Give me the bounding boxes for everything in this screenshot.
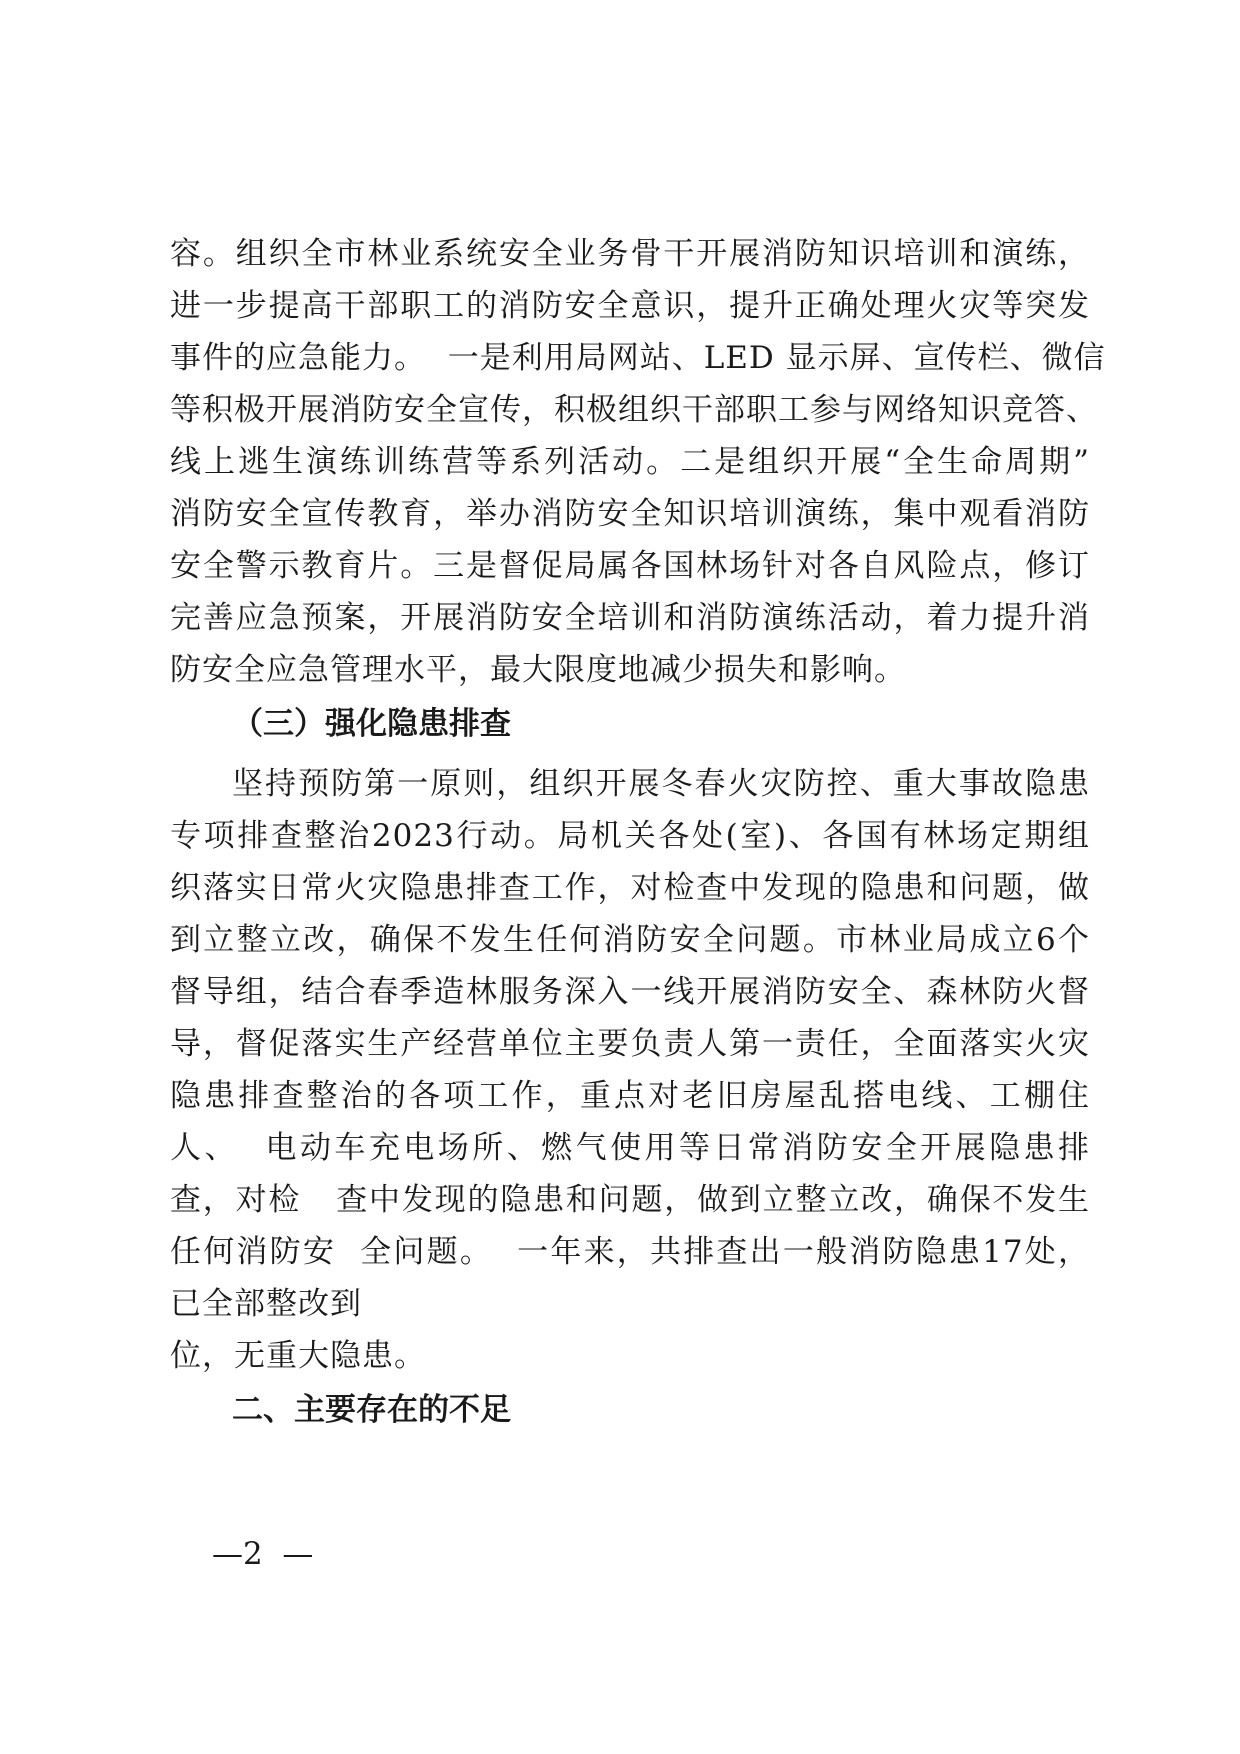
page-number: —2 — bbox=[212, 1536, 314, 1572]
paragraph-line: 容。组织全市林业系统安全业务骨干开展消防知识培训和演练， bbox=[170, 236, 1090, 272]
paragraph-line: 完善应急预案，开展消防安全培训和消防演练活动，着力提升消 bbox=[170, 600, 1090, 636]
document-body bbox=[170, 228, 1106, 1448]
paragraph-line: 织落实日常火灾隐患排查工作，对检查中发现的隐患和问题，做 bbox=[170, 870, 1090, 906]
paragraph-line: 坚持预防第一原则，组织开展冬春火灾防控、重大事故隐患 bbox=[232, 766, 1090, 802]
paragraph-line: 安全警示教育片。三是督促局属各国林场针对各自风险点，修订 bbox=[170, 548, 1090, 584]
paragraph-line: 防安全应急管理水平，最大限度地减少损失和影响。 bbox=[170, 652, 906, 688]
paragraph-line: 督导组，结合春季造林服务深入一线开展消防安全、森林防火督 bbox=[170, 974, 1090, 1010]
paragraph-line: 查，对检 查中发现的隐患和问题，做到立整立改，确保不发生 bbox=[170, 1182, 1090, 1218]
paragraph-line: 专项排查整治2023行动。局机关各处(室)、各国有林场定期组 bbox=[170, 818, 1090, 854]
paragraph-line: 任何消防安 全问题。 一年来，共排查出一般消防隐患17处， bbox=[170, 1234, 1090, 1270]
paragraph-line: 位，无重大隐患。 bbox=[170, 1338, 426, 1374]
paragraph-line: 线上逃生演练训练营等系列活动。二是组织开展“全生命周期” bbox=[170, 444, 1090, 480]
section-heading: 二、主要存在的不足 bbox=[232, 1392, 511, 1428]
paragraph-line: 事件的应急能力。 一是利用局网站、LED 显示屏、宣传栏、微信 bbox=[170, 340, 1106, 376]
paragraph-line: 隐患排查整治的各项工作，重点对老旧房屋乱搭电线、工棚住 bbox=[170, 1078, 1090, 1114]
paragraph-line: 到立整立改，确保不发生任何消防安全问题。市林业局成立6个 bbox=[170, 922, 1090, 958]
paragraph-line: 等积极开展消防安全宣传，积极组织干部职工参与网络知识竞答、 bbox=[170, 392, 1098, 428]
paragraph-line: 进一步提高干部职工的消防安全意识，提升正确处理火灾等突发 bbox=[170, 288, 1090, 324]
paragraph-line: 导，督促落实生产经营单位主要负责人第一责任，全面落实火灾 bbox=[170, 1026, 1090, 1062]
paragraph-line: 消防安全宣传教育，举办消防安全知识培训演练，集中观看消防 bbox=[170, 496, 1090, 532]
paragraph-line: 已全部整改到 bbox=[170, 1286, 362, 1322]
subsection-heading: （三）强化隐患排查 bbox=[232, 706, 511, 742]
paragraph-line: 人、 电动车充电场所、燃气使用等日常消防安全开展隐患排 bbox=[170, 1130, 1090, 1166]
